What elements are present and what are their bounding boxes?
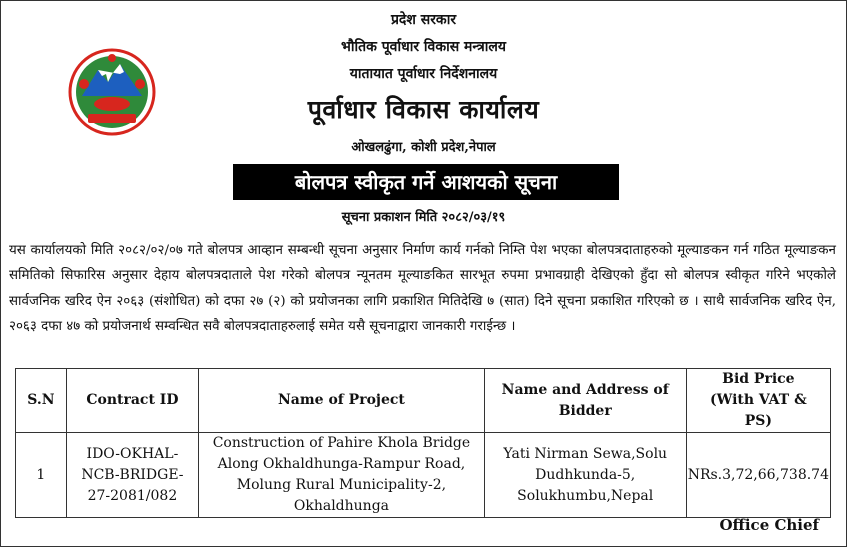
table-row — [16, 433, 831, 518]
table-header-row — [16, 369, 831, 433]
cell-sn: 1 — [16, 433, 67, 518]
notice-title: बोलपत्र स्वीकृत गर्ने आशयको सूचना — [233, 164, 619, 200]
cell-bidder: Yati Nirman Sewa,Solu Dudhkunda-5, Solukhumbu,Nepal — [484, 433, 686, 518]
signature-office-chief: Office Chief — [719, 516, 819, 534]
col-header-bid-price: Bid Price (With VAT & PS) — [686, 369, 830, 433]
col-header-sn: S.N — [16, 369, 67, 433]
office-name: पूर्वाधार विकास कार्यालय — [307, 95, 540, 124]
office-address: ओखलढुंगा, कोशी प्रदेश,नेपाल — [351, 140, 496, 155]
col-header-contract-id: Contract ID — [66, 369, 198, 433]
header-line-1: प्रदेश सरकार — [390, 12, 457, 28]
col-header-project: Name of Project — [199, 369, 485, 433]
col-header-bidder: Name and Address of Bidder — [484, 369, 686, 433]
cell-contract-id: IDO-OKHAL-NCB-BRIDGE-27-2081/082 — [66, 433, 198, 518]
header-ministry: भौतिक पूर्वाधार विकास मन्त्रालय — [341, 39, 506, 55]
publish-date: सूचना प्रकाशन मिति २०८२/०३/१९ — [341, 210, 506, 225]
notice-body: यस कार्यालयको मिति २०८२/०२/०७ गते बोलपत्र आव्हान सम्बन्धी सूचना अनुसार निर्माण कार्य गर्नको निम्ति पेश भएका बोलपत्रदाताहरुको मूल्याङकन गर्न गठित मूल्याङकन समितिको सिफारिस अनुसार देहाय बोलपत्रदाताले पेश गरेको बोलपत्र न्यूनतम मूल्याङकित सारभूत रुपमा प्रभावग्राही देखिएको हुँदा सो बोलपत्र स्वीकृत गरिने भएकोले सार्वजनिक खरिद ऐन २०६३ (संशोधित) को दफा २७ (२) को प्रयोजनका लागि प्रकाशित मितिदेखि ७ (सात) दिने सूचना प्रकाशित गरिएको छ । साथै सार्वजनिक खरिद ऐन, २०६३ दफा ४७ को प्रयोजनार्थ सम्वन्धित सवै बोलपत्रदाताहरुलाई समेत यसै सूचनाद्वारा जानकारी गराईन्छ । — [9, 243, 836, 334]
cell-project: Construction of Pahire Khola Bridge Along Okhaldhunga-Rampur Road, Molung Rural Municipality-2, Okhaldhunga — [199, 433, 485, 518]
award-table — [15, 368, 831, 518]
cell-bid-price: NRs.3,72,66,738.74 — [686, 433, 830, 518]
header-directorate: यातायात पूर्वाधार निर्देशनालय — [349, 66, 498, 82]
